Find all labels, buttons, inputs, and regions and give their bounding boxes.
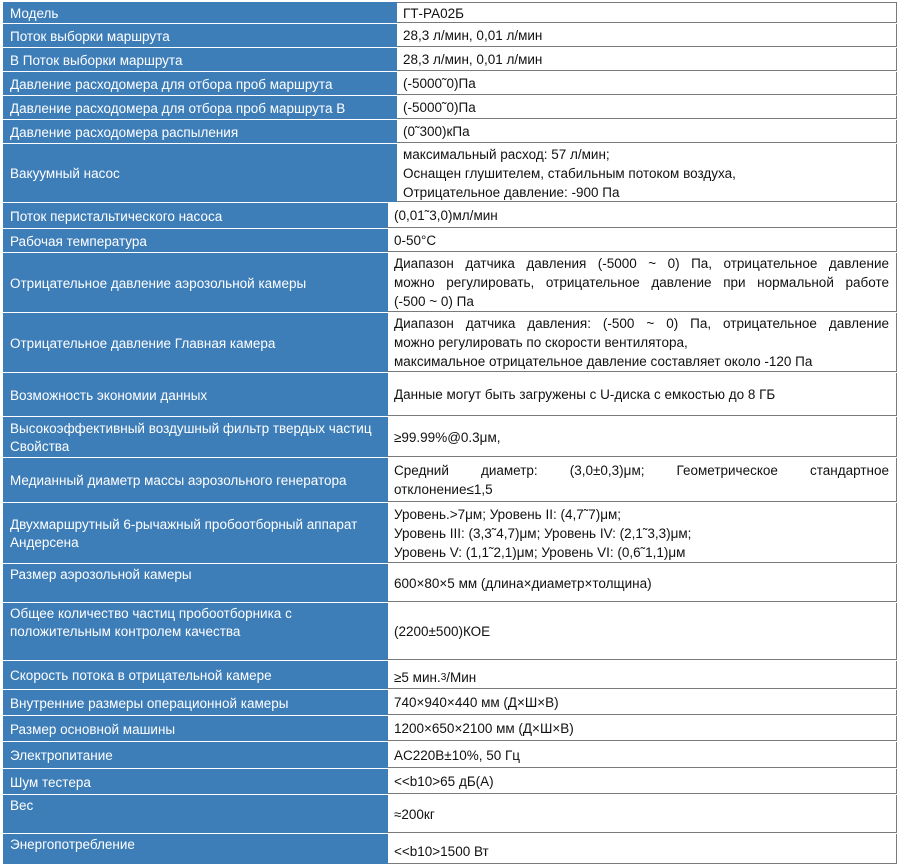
table-row <box>3 769 897 795</box>
row-value: (0,01˜3,0)мл/мин <box>388 203 897 228</box>
row-label: Рабочая температура <box>3 229 388 252</box>
row-label: Шум тестера <box>3 769 388 794</box>
row-value: (2200±500)КОЕ <box>388 603 897 660</box>
row-value <box>397 144 897 202</box>
row-label: Общее количество частиц пробоотборника с положительным контролем качества <box>3 603 388 660</box>
value-lines: Диапазон датчика давления (-5000 ~ 0) Па, отрицательное давление можно регулировать, отрицательное давление при нормальной работе (-500 ~ 0) Па <box>394 256 889 309</box>
spec-table <box>3 2 897 865</box>
table-row <box>3 690 897 716</box>
table-row <box>3 458 897 503</box>
table-row <box>3 120 897 144</box>
value-lines: Диапазон датчика давления: (-500 ~ 0) Па, отрицательное давление можно регулировать по скорости вентилятора, максимальное отрицательное давление составляет около -120 Па <box>394 316 889 369</box>
row-label: Поток выборки маршрута <box>3 24 397 47</box>
table-row <box>3 834 897 865</box>
table-row <box>3 795 897 834</box>
table-row <box>3 203 897 229</box>
row-value: <<b10>1500 Вт <box>388 834 897 864</box>
table-row <box>3 313 897 373</box>
row-value: 28,3 л/мин, 0,01 л/мин <box>397 24 897 47</box>
row-label: Высокоэффективный воздушный фильтр твердых частиц Свойства <box>3 417 388 457</box>
row-value: (0˜300)кПа <box>397 120 897 143</box>
table-row <box>3 48 897 72</box>
table-row <box>3 603 897 661</box>
table-row <box>3 564 897 603</box>
value-lines: Средний диаметр: (3,0±0,3)μм; Геометрическое стандартное отклонение≤1,5 <box>394 463 889 497</box>
row-label: Модель <box>3 2 397 23</box>
row-value: ≈200кг <box>388 795 897 833</box>
row-value: ≥5 мин. 3 /Мин <box>388 661 897 689</box>
table-row <box>3 2 897 24</box>
row-label: Давление расходомера для отбора проб маршрута В <box>3 96 397 119</box>
row-value: (-5000˜0)Па <box>397 96 897 119</box>
row-value: (-5000˜0)Па <box>397 72 897 95</box>
row-label: Вес <box>3 795 388 833</box>
table-row <box>3 96 897 120</box>
row-value <box>388 313 897 372</box>
row-label: Энергопотребление <box>3 834 388 864</box>
row-value: 0-50°C <box>388 229 897 252</box>
row-label: Давление расходомера для отбора проб маршрута <box>3 72 397 95</box>
table-row <box>3 144 897 203</box>
table-row <box>3 253 897 313</box>
row-value <box>388 458 897 502</box>
row-value: 740×940×440 мм (Д×Ш×В) <box>388 690 897 715</box>
table-row <box>3 229 897 253</box>
row-value: Данные могут быть загружены с U-диска с емкостью до 8 ГБ <box>388 373 897 416</box>
table-row <box>3 661 897 690</box>
table-row <box>3 24 897 48</box>
table-row <box>3 503 897 564</box>
table-row <box>3 417 897 458</box>
row-label: В Поток выборки маршрута <box>3 48 397 71</box>
row-label: Отрицательное давление аэрозольной камеры <box>3 253 388 312</box>
table-row <box>3 742 897 769</box>
row-label: Поток перистальтического насоса <box>3 203 388 228</box>
row-label: Внутренние размеры операционной камеры <box>3 690 388 715</box>
row-label: Двухмаршрутный 6-рычажный пробоотборный аппарат Андерсена <box>3 503 388 563</box>
row-label: Возможность экономии данных <box>3 373 388 416</box>
row-value: 28,3 л/мин, 0,01 л/мин <box>397 48 897 71</box>
row-value: <<b10>65 дБ(A) <box>388 769 897 794</box>
table-row <box>3 72 897 96</box>
row-label: Медианный диаметр массы аэрозольного генератора <box>3 458 388 502</box>
row-value <box>388 253 897 312</box>
row-label: Размер основной машины <box>3 716 388 741</box>
row-label: Давление расходомера распыления <box>3 120 397 143</box>
value-lines: максимальный расход: 57 л/мин; Оснащен глушителем, стабильным потоком воздуха, Отрицательное давление: -900 Па <box>403 146 736 200</box>
row-value <box>388 503 897 563</box>
table-row <box>3 716 897 742</box>
row-label: Электропитание <box>3 742 388 768</box>
value-lines: Уровень.>7μм; Уровень II: (4,7˜7)μм; Уровень III: (3,3˜4,7)μм; Уровень IV: (2,1˜3,3)μм; Уровень V: (1,1˜2,1)μм; Уровень VI: (0,6˜1,1)μм <box>394 506 692 560</box>
row-value: ≥99.99%@0.3μм, <box>388 417 897 457</box>
row-value: 600×80×5 мм (длина×диаметр×толщина) <box>388 564 897 602</box>
row-label: Размер аэрозольной камеры <box>3 564 388 602</box>
row-value: AC220В±10%, 50 Гц <box>388 742 897 768</box>
table-row <box>3 373 897 417</box>
row-value: 1200×650×2100 мм (Д×Ш×В) <box>388 716 897 741</box>
row-label: Отрицательное давление Главная камера <box>3 313 388 372</box>
row-label: Вакуумный насос <box>3 144 397 202</box>
row-value: ГТ-РА02Б <box>397 2 897 23</box>
row-label: Скорость потока в отрицательной камере <box>3 661 388 689</box>
